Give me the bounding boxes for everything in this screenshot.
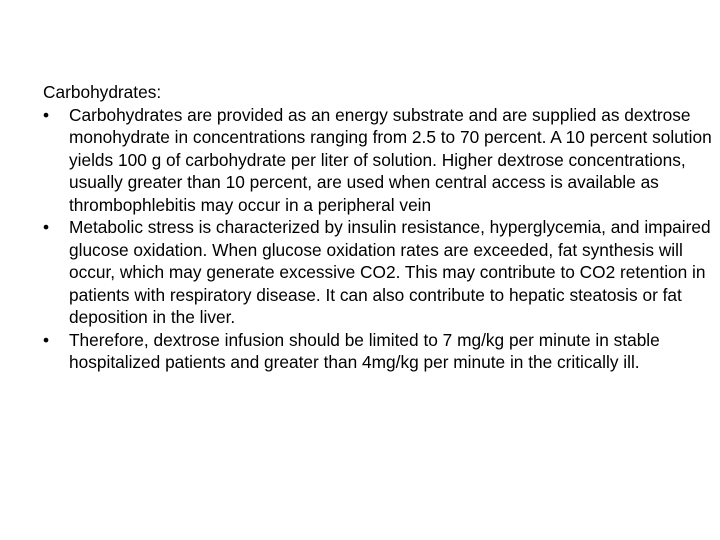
bullet-icon: • [43,329,50,350]
slide-heading: Carbohydrates: [43,82,162,102]
bullet-item [43,216,715,329]
bullet-icon: • [43,217,50,237]
bullet-item [43,329,715,374]
bullet-list [43,104,715,374]
bullet-text: Metabolic stress is characterized by insulin resistance, hyperglycemia, and impaired glucose oxidation. When glucose oxidation rates are exceeded, fat synthesis will occur, which may generate excessive CO2. This may contribute to CO2 retention in patients with respiratory disease. It can also contribute to hepatic steatosis or fat deposition in the liver. [69,217,711,327]
bullet-icon: • [43,104,50,125]
slide-body [43,81,715,374]
bullet-item [43,104,715,217]
bullet-text: Therefore, dextrose infusion should be limited to 7 mg/kg per minute in stable hospitalized patients and greater than 4mg/kg per minute in the critically ill. [69,329,660,372]
bullet-text: Carbohydrates are provided as an energy substrate and are supplied as dextrose monohydrate in concentrations ranging from 2.5 to 70 percent. A 10 percent solution yields 100 g of carbohydrate per liter of solution. Higher dextrose concentrations, usually greater than 10 percent, are used when central access is available as thrombophlebitis may occur in a peripheral vein [69,104,712,215]
